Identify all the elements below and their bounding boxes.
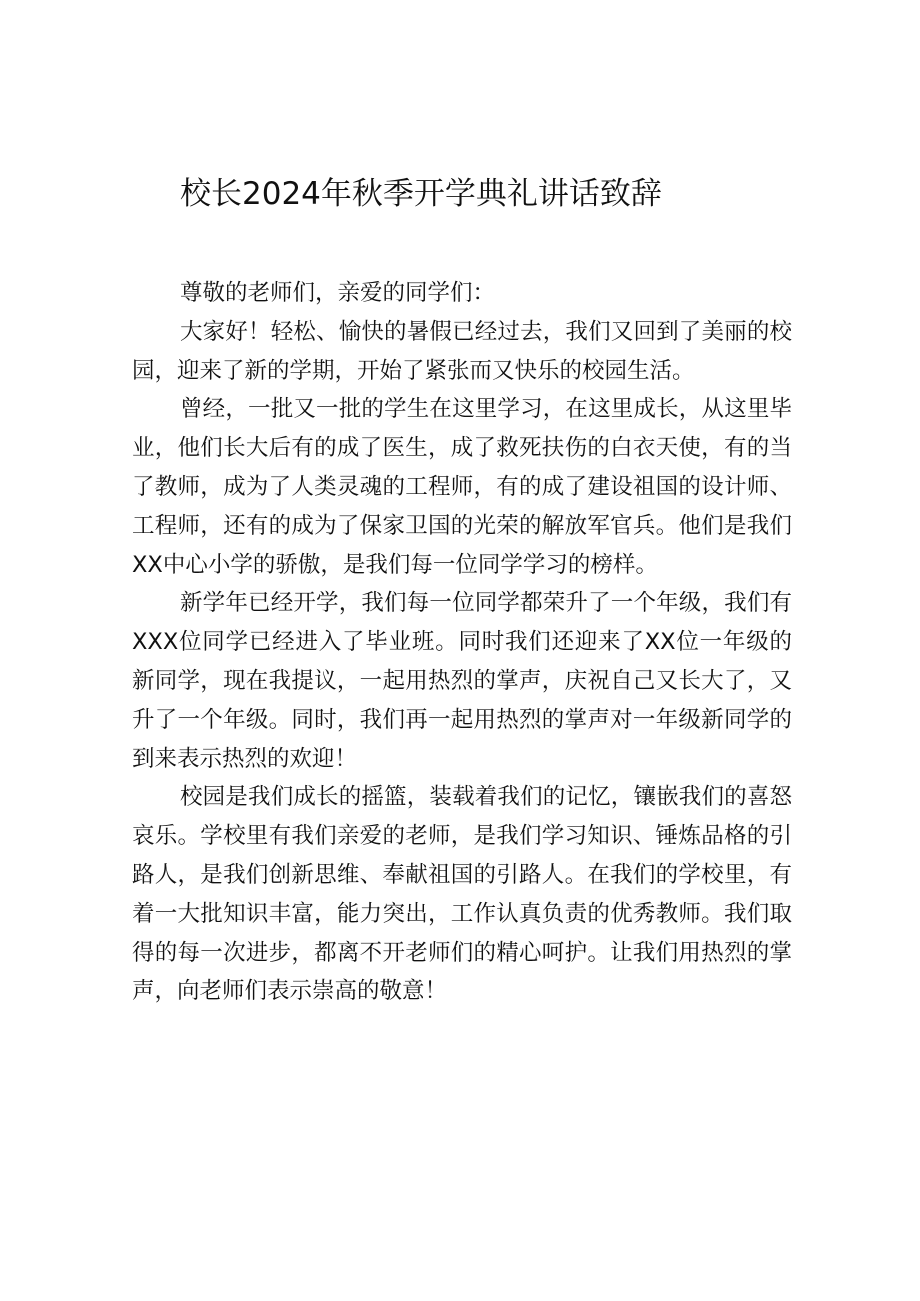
document-body bbox=[132, 274, 792, 1011]
paragraph-2: 曾经，一批又一批的学生在这里学习，在这里成长，从这里毕业，他们长大后有的成了医生，成了救死扶伤的白衣天使，有的当了教师，成为了人类灵魂的工程师，有的成了建设祖国的设计师、工程师，还有的成为了保家卫国的光荣的解放军官兵。他们是我们XX中心小学的骄傲，是我们每一位同学学习的榜样。 bbox=[132, 396, 792, 578]
paragraph-4: 校园是我们成长的摇篮，装载着我们的记忆，镶嵌我们的喜怒哀乐。学校里有我们亲爱的老师，是我们学习知识、锤炼品格的引路人，是我们创新思维、奉献祖国的引路人。在我们的学校里，有着一大批知识丰富，能力突出，工作认真负责的优秀教师。我们取得的每一次进步，都离不开老师们的精心呵护。让我们用热烈的掌声，向老师们表示崇高的敬意！ bbox=[132, 784, 792, 1005]
salutation: 尊敬的老师们，亲爱的同学们： bbox=[180, 280, 496, 306]
document-title: 校长2024年秋季开学典礼讲话致辞 bbox=[180, 176, 662, 212]
paragraph-1: 大家好！轻松、愉快的暑假已经过去，我们又回到了美丽的校园，迎来了新的学期，开始了紧张而又快乐的校园生活。 bbox=[132, 318, 792, 384]
paragraph-3: 新学年已经开学，我们每一位同学都荣升了一个年级，我们有XXX位同学已经进入了毕业班。同时我们还迎来了XX位一年级的新同学，现在我提议，一起用热烈的掌声，庆祝自己又长大了，又升了一个年级。同时，我们再一起用热烈的掌声对一年级新同学的到来表示热烈的欢迎！ bbox=[132, 590, 792, 772]
